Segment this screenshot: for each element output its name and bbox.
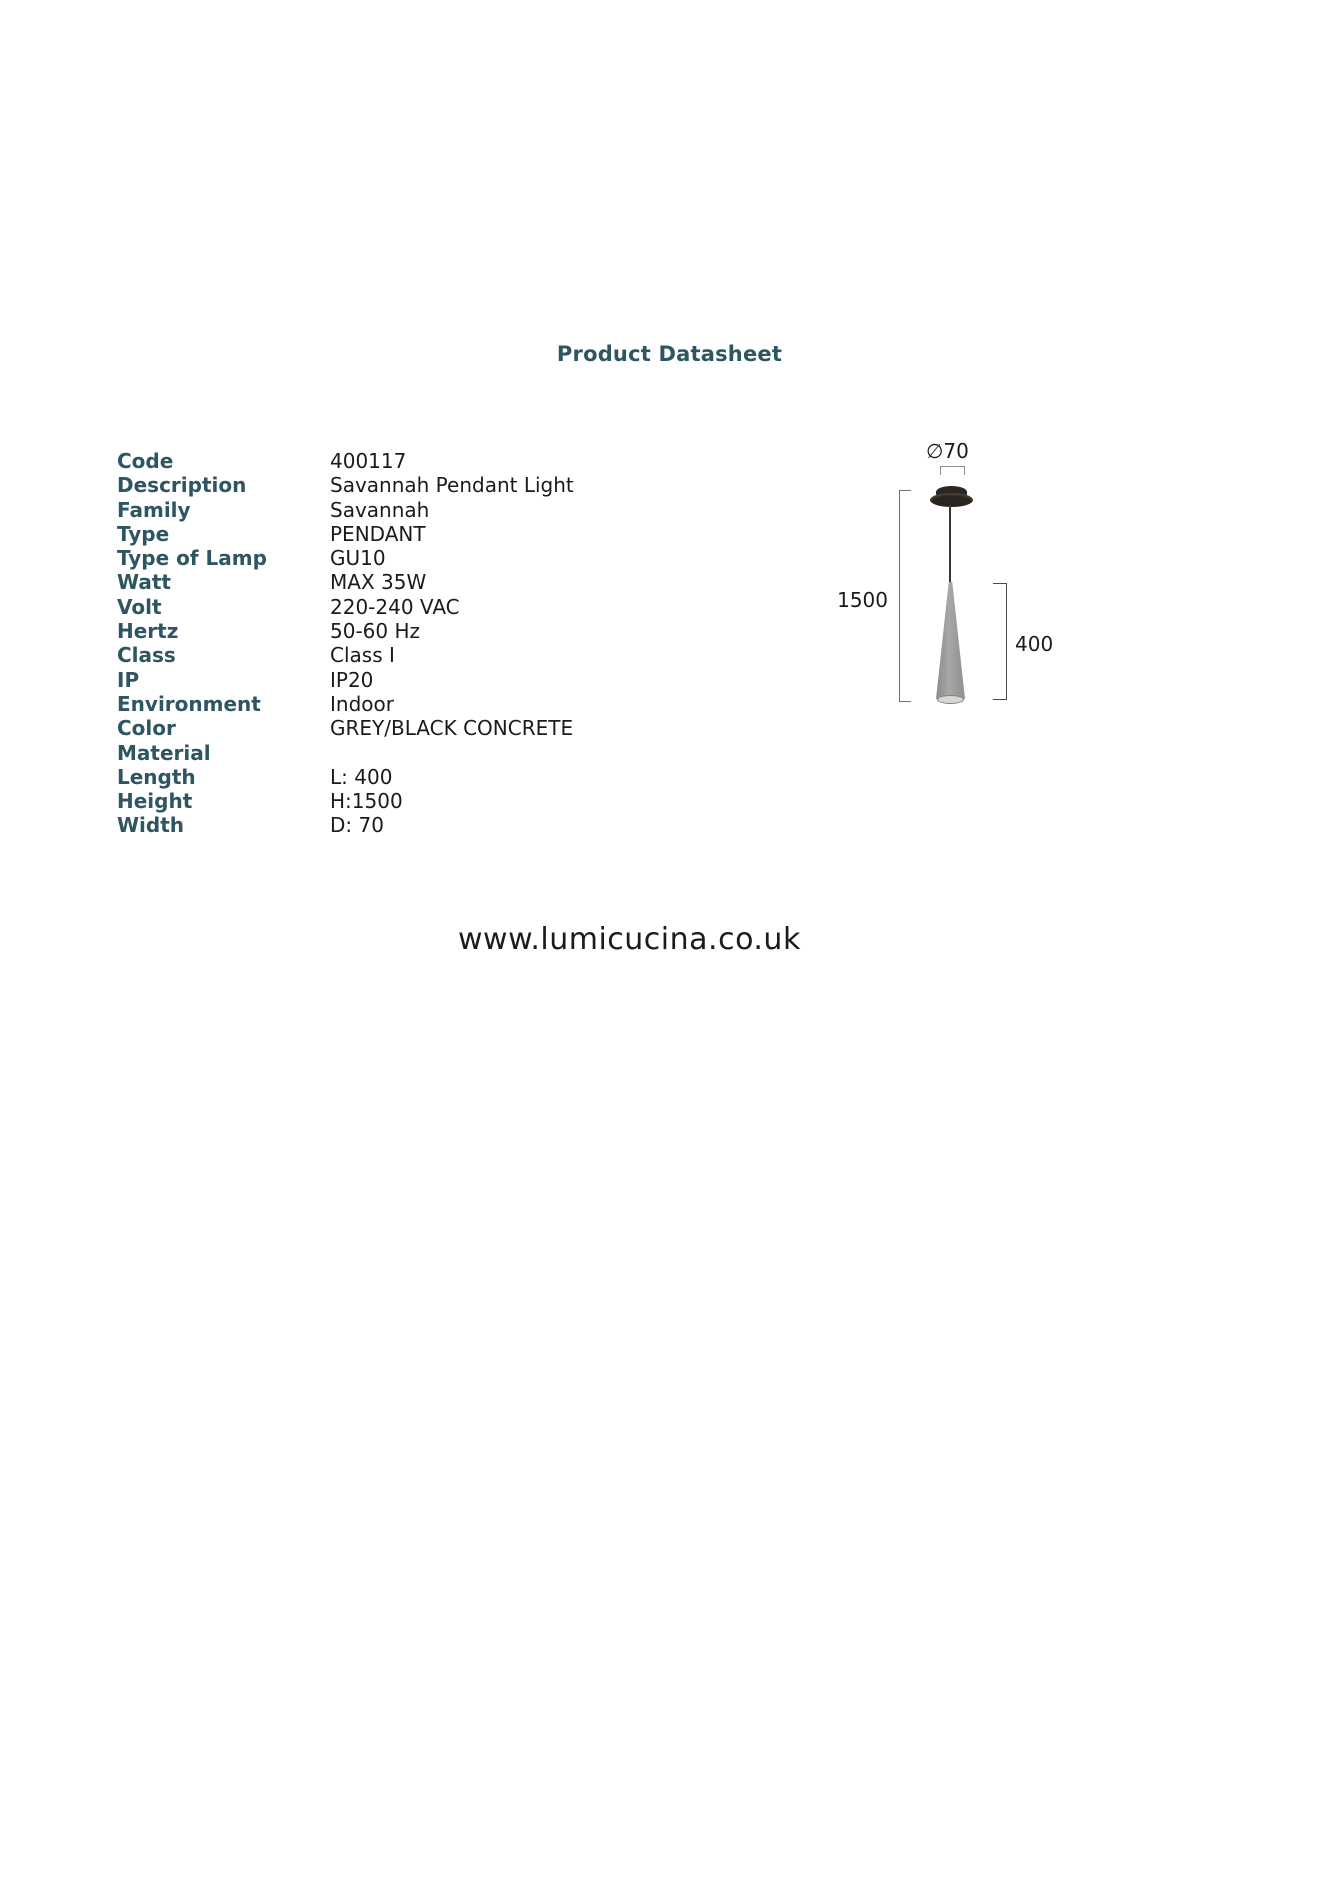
spec-row-color [117, 716, 677, 740]
spec-value: PENDANT [330, 521, 426, 546]
spec-value: 220-240 VAC [330, 594, 460, 619]
spec-label: Type of Lamp [117, 546, 267, 571]
spec-row-family [117, 498, 677, 522]
spec-label: Class [117, 643, 176, 668]
spec-label: Code [117, 449, 174, 473]
diameter-dimension-label: ∅70 [926, 439, 969, 463]
spec-row-description [117, 473, 677, 497]
spec-row-type [117, 522, 677, 546]
shade-height-label: 400 [1015, 632, 1054, 656]
product-dimension-diagram [820, 435, 1070, 720]
spec-label: Volt [117, 594, 162, 619]
spec-row-class [117, 643, 677, 667]
spec-value: MAX 35W [330, 570, 427, 595]
spec-label: Height [117, 789, 193, 814]
spec-row-hertz [117, 619, 677, 643]
spec-row-width [117, 813, 677, 837]
spec-value: 50-60 Hz [330, 619, 421, 644]
spec-value: L: 400 [330, 764, 393, 789]
spec-row-material [117, 741, 677, 765]
spec-row-ip [117, 668, 677, 692]
spec-row-type-of-lamp [117, 546, 677, 570]
spec-label: Family [117, 497, 191, 522]
spec-value: GU10 [330, 546, 386, 571]
spec-label: Material [117, 740, 211, 765]
spec-label: Watt [117, 570, 171, 595]
shade-bottom-rim [937, 695, 964, 704]
spec-row-length [117, 765, 677, 789]
spec-label: Width [117, 813, 185, 838]
page-title: Product Datasheet [556, 342, 783, 366]
concrete-cone-shade [936, 582, 965, 699]
spec-value: 400117 [330, 449, 407, 473]
pendant-cable [949, 505, 951, 583]
spec-label: Hertz [117, 619, 179, 644]
overall-height-label: 1500 [837, 588, 888, 612]
spec-label: Type [117, 521, 170, 546]
spec-row-watt [117, 570, 677, 594]
spec-value: H:1500 [330, 789, 403, 814]
overall-height-bracket [899, 490, 911, 702]
spec-label: Color [117, 716, 176, 741]
spec-value: D: 70 [330, 813, 384, 838]
spec-value: Class I [330, 643, 395, 668]
spec-row-height [117, 789, 677, 813]
spec-value: GREY/BLACK CONCRETE [330, 716, 574, 741]
ceiling-canopy [930, 493, 973, 507]
spec-value: Savannah Pendant Light [330, 473, 574, 498]
spec-table [117, 449, 677, 838]
diameter-dimension-bracket [940, 466, 965, 475]
spec-row-code [117, 449, 677, 473]
spec-label: IP [117, 667, 140, 692]
spec-label: Length [117, 764, 196, 789]
spec-label: Environment [117, 691, 261, 716]
spec-row-volt [117, 595, 677, 619]
spec-value: Savannah [330, 497, 430, 522]
shade-height-bracket [993, 583, 1007, 700]
spec-value: IP20 [330, 667, 374, 692]
spec-label: Description [117, 473, 247, 498]
spec-value: Indoor [330, 691, 394, 716]
spec-row-environment [117, 692, 677, 716]
website-url: www.lumicucina.co.uk [458, 922, 801, 957]
